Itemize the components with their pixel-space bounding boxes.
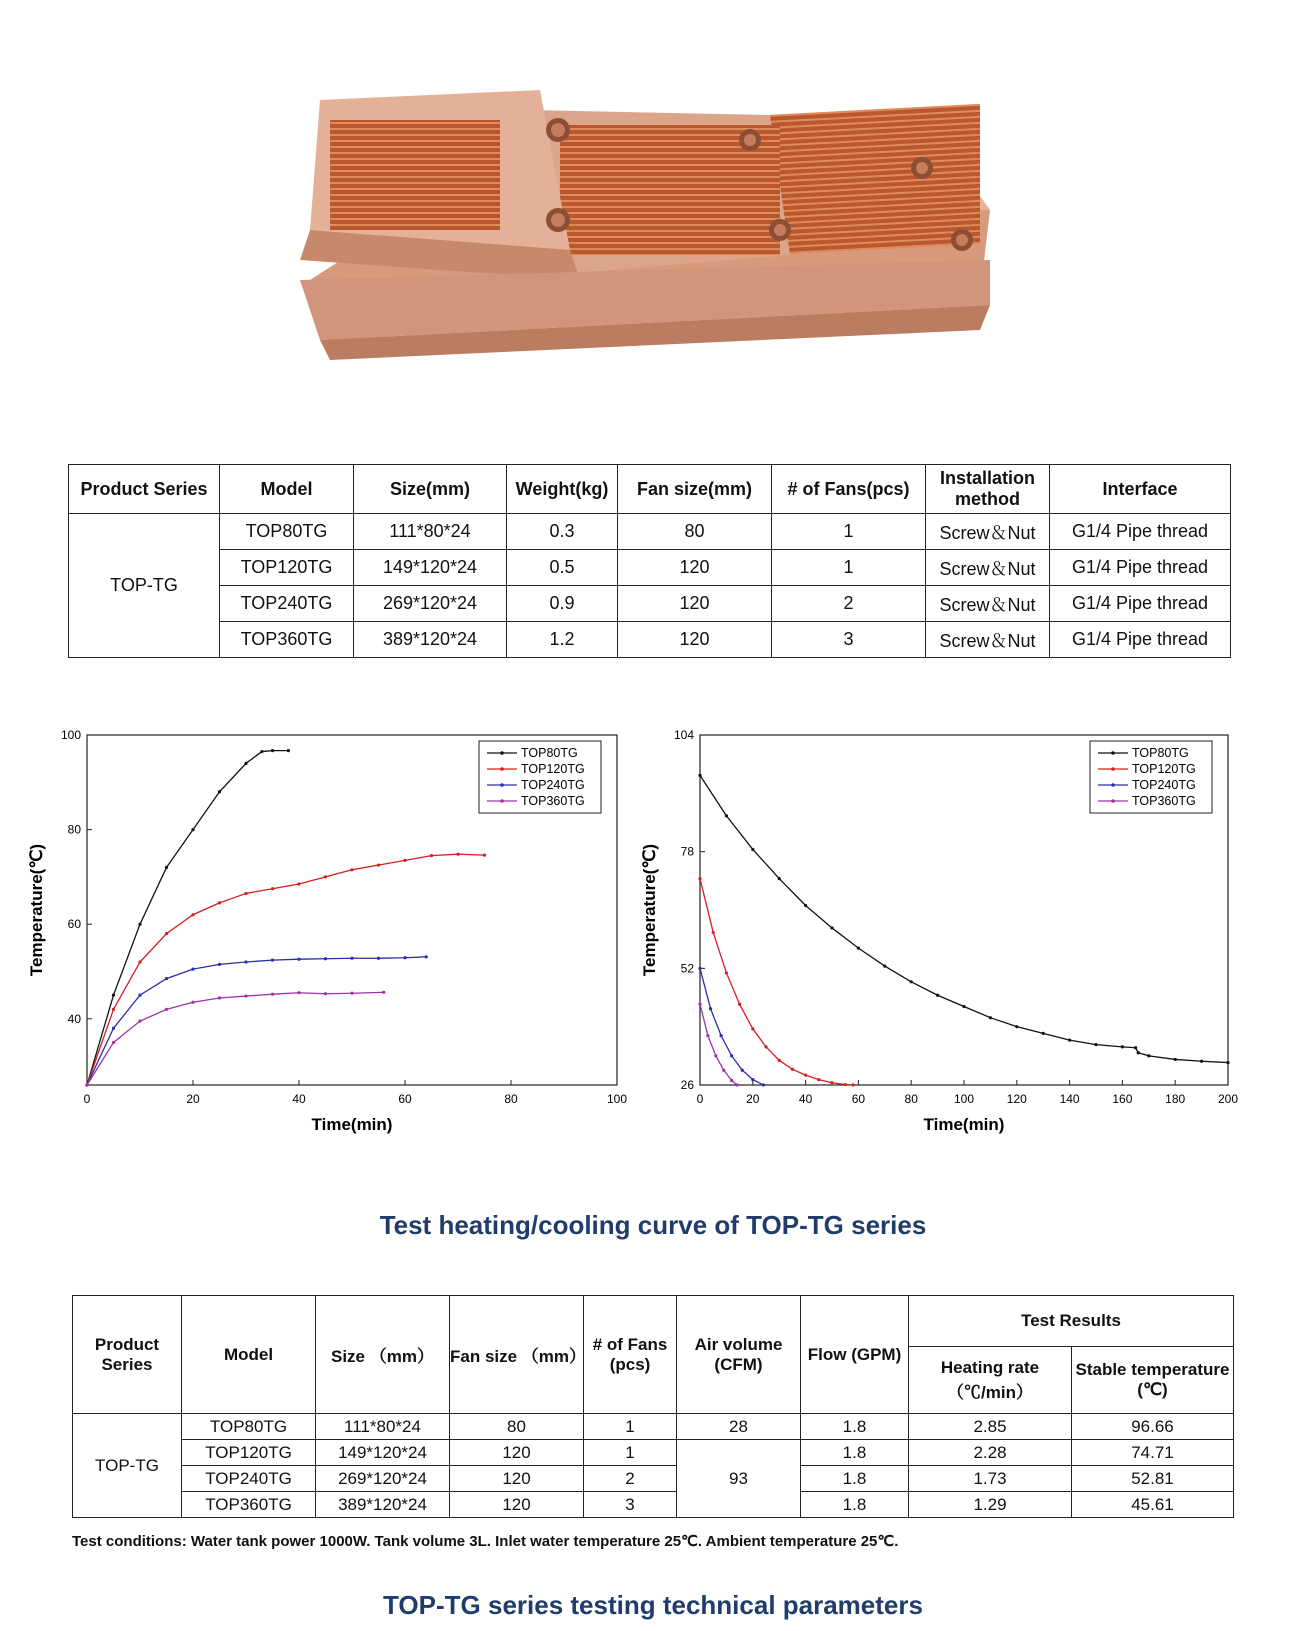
data-point [910,980,913,983]
table-cell: 2.28 [909,1440,1072,1466]
data-point [791,1068,794,1071]
header-cell: Model [182,1296,316,1414]
table-cell: TOP80TG [182,1414,316,1440]
test-header-row [73,1296,1234,1347]
data-point [403,859,406,862]
data-point [377,863,380,866]
table-cell: 1.2 [507,622,618,658]
data-point [1094,1043,1097,1046]
header-cell: Stable temperature (℃) [1072,1347,1234,1414]
y-tick-label: 26 [680,1078,694,1092]
data-point [936,994,939,997]
table-cell: 111*80*24 [354,514,507,550]
legend-label: TOP360TG [1132,794,1196,808]
legend-marker [1111,751,1115,755]
table-cell: 1.8 [801,1466,909,1492]
data-point [844,1083,847,1086]
data-point [1134,1046,1137,1049]
data-point [989,1016,992,1019]
header-cell: Air volume (CFM) [677,1296,801,1414]
data-point [112,994,115,997]
table-cell: TOP240TG [220,586,354,622]
data-point [377,957,380,960]
table-cell: 111*80*24 [316,1414,450,1440]
header-cell: Fan size （mm） [450,1296,584,1414]
table-cell: Screw＆Nut [926,514,1050,550]
table-cell: 74.71 [1072,1440,1234,1466]
table-cell: TOP240TG [182,1466,316,1492]
data-point [218,996,221,999]
data-point [244,994,247,997]
data-point [1137,1051,1140,1054]
curves-caption: Test heating/cooling curve of TOP-TG series [379,1210,927,1240]
x-tick-label: 60 [851,1092,866,1106]
spec-table [68,464,1231,658]
test-table-body [73,1414,1234,1518]
params-caption: TOP-TG series testing technical parameters [383,1590,923,1620]
table-row [69,622,1231,658]
table-row [73,1414,1234,1440]
table-cell: 3 [772,622,926,658]
x-tick-label: 100 [953,1092,975,1106]
y-tick-label: 100 [60,728,81,742]
data-point [324,875,327,878]
table-cell: TOP360TG [182,1492,316,1518]
y-tick-label: 52 [680,961,694,976]
data-point [817,1078,820,1081]
data-point [350,957,353,960]
table-cell: 2.85 [909,1414,1072,1440]
legend-marker [1111,767,1115,771]
table-cell: 28 [677,1414,801,1440]
table-cell: G1/4 Pipe thread [1050,514,1231,550]
data-point [191,1001,194,1004]
x-tick-label: 0 [83,1092,91,1106]
data-point [1121,1045,1124,1048]
data-point [1042,1032,1045,1035]
table-cell: TOP120TG [220,550,354,586]
data-point [698,774,701,777]
data-point [112,1027,115,1030]
table-cell: 269*120*24 [354,586,507,622]
table-cell: 389*120*24 [354,622,507,658]
data-point [730,1079,733,1082]
data-point [271,993,274,996]
legend-marker [500,751,504,755]
y-tick-label: 104 [673,728,694,742]
data-point [382,991,385,994]
data-point [709,1007,712,1010]
test-results-table [72,1295,1234,1518]
table-cell: TOP80TG [220,514,354,550]
table-cell: 120 [618,550,772,586]
table-cell: 1.8 [801,1440,909,1466]
data-point [706,1034,709,1037]
data-point [430,854,433,857]
legend-marker [1111,799,1115,803]
header-cell: Product Series [73,1296,182,1414]
data-point [297,991,300,994]
table-cell: 269*120*24 [316,1466,450,1492]
data-point [244,892,247,895]
data-point [751,848,754,851]
data-point [698,1003,701,1006]
x-axis-label: Time(min) [311,1115,393,1134]
data-point [762,1083,765,1086]
data-point [1147,1054,1150,1057]
data-point [165,1008,168,1011]
data-point [712,931,715,934]
table-cell: 2 [584,1466,677,1492]
table-cell: G1/4 Pipe thread [1050,586,1231,622]
data-point [722,1069,725,1072]
data-point [725,971,728,974]
y-tick-label: 80 [67,822,81,837]
data-point [804,904,807,907]
data-point [403,956,406,959]
data-point [730,1054,733,1057]
x-tick-label: 0 [696,1092,704,1106]
table-cell: 149*120*24 [316,1440,450,1466]
table-cell: 149*120*24 [354,550,507,586]
x-tick-label: 40 [798,1092,813,1106]
legend-label: TOP240TG [521,778,585,792]
data-point [720,1034,723,1037]
data-point [698,967,701,970]
series-line-TOP120TG [87,854,485,1085]
table-cell: 45.61 [1072,1492,1234,1518]
data-point [738,1003,741,1006]
data-point [191,828,194,831]
table-cell: 96.66 [1072,1414,1234,1440]
data-point [112,1041,115,1044]
test-conditions-note: Test conditions: Water tank power 1000W. Tank volume 3L. Inlet water temperature 25℃. Ambient temperature 25℃. [72,1533,899,1550]
series-line-TOP360TG [700,1004,737,1085]
data-point [857,947,860,950]
data-point [350,992,353,995]
data-point [962,1005,965,1008]
radiator-product-photo [290,80,1025,360]
table-row [69,550,1231,586]
data-point [138,1020,141,1023]
y-tick-label: 60 [67,917,81,932]
header-cell: # of Fans (pcs) [584,1296,677,1414]
x-tick-label: 80 [504,1092,518,1106]
data-point [350,868,353,871]
data-point [297,958,300,961]
table-row [73,1440,1234,1466]
x-axis-label: Time(min) [923,1115,1005,1134]
header-cell: Fan size(mm) [618,465,772,514]
data-point [191,968,194,971]
header-cell: Size(mm) [354,465,507,514]
x-tick-label: 60 [398,1092,412,1106]
data-point [830,926,833,929]
legend-marker [500,783,504,787]
legend-label: TOP80TG [1132,746,1189,760]
table-cell: 0.5 [507,550,618,586]
header-cell: Installation method [926,465,1050,514]
data-point [778,877,781,880]
table-cell: 1.73 [909,1466,1072,1492]
x-tick-label: 200 [1217,1092,1239,1106]
x-tick-label: 180 [1165,1092,1186,1106]
data-point [1015,1025,1018,1028]
table-cell: 1.29 [909,1492,1072,1518]
table-cell: 0.3 [507,514,618,550]
data-point [714,1054,717,1057]
data-point [725,814,728,817]
data-point [218,901,221,904]
table-cell: TOP-TG [69,514,220,658]
data-point [751,1078,754,1081]
data-point [85,1083,88,1086]
table-cell: 120 [618,586,772,622]
data-point [165,866,168,869]
series-line-TOP80TG [700,775,1228,1062]
header-cell: Size （mm） [316,1296,450,1414]
table-cell: TOP-TG [73,1414,182,1518]
x-tick-label: 100 [606,1092,628,1106]
table-row [73,1466,1234,1492]
header-cell: Test Results [909,1296,1234,1347]
data-point [112,1008,115,1011]
table-cell: 0.9 [507,586,618,622]
table-cell: 1 [772,514,926,550]
y-tick-label: 40 [67,1011,81,1026]
series-line-TOP120TG [700,879,853,1085]
table-row [69,514,1231,550]
header-cell: Interface [1050,465,1231,514]
data-point [324,992,327,995]
data-point [456,853,459,856]
table-cell: 1 [584,1414,677,1440]
table-cell: 1 [772,550,926,586]
data-point [324,957,327,960]
legend-label: TOP120TG [1132,762,1196,776]
heating-curve-chart [20,725,660,1165]
table-cell: 120 [450,1466,584,1492]
data-point [191,913,194,916]
data-point [218,963,221,966]
table-row [73,1492,1234,1518]
y-axis-label: Temperature(℃) [27,843,46,977]
data-point [244,762,247,765]
x-tick-label: 120 [1006,1092,1027,1106]
data-point [165,977,168,980]
table-cell: 389*120*24 [316,1492,450,1518]
legend-marker [500,767,504,771]
data-point [852,1083,855,1086]
legend-marker [500,799,504,803]
cooling-curve-chart [640,725,1300,1165]
table-cell: 2 [772,586,926,622]
y-axis-label: Temperature(℃) [640,843,659,977]
header-cell: Flow (GPM) [801,1296,909,1414]
header-cell: Heating rate （℃/min） [909,1347,1072,1414]
table-cell: TOP360TG [220,622,354,658]
table-cell: Screw＆Nut [926,622,1050,658]
legend-label: TOP240TG [1132,778,1196,792]
data-point [271,749,274,752]
data-point [804,1074,807,1077]
table-cell: 120 [450,1440,584,1466]
x-tick-label: 140 [1059,1092,1080,1106]
x-tick-label: 40 [292,1092,306,1106]
table-cell: 80 [450,1414,584,1440]
data-point [138,923,141,926]
header-cell: # of Fans(pcs) [772,465,926,514]
legend-label: TOP360TG [521,794,585,808]
data-point [425,955,428,958]
table-cell: Screw＆Nut [926,550,1050,586]
spec-table-body [69,514,1231,658]
x-tick-label: 20 [746,1092,760,1106]
table-cell: 93 [677,1440,801,1518]
table-cell: 80 [618,514,772,550]
data-point [260,750,263,753]
legend-label: TOP80TG [521,746,578,760]
data-point [1226,1061,1229,1064]
x-tick-label: 20 [186,1092,200,1106]
table-cell: 120 [450,1492,584,1518]
data-point [138,960,141,963]
data-point [1174,1058,1177,1061]
data-point [483,854,486,857]
data-point [778,1059,781,1062]
table-cell: TOP120TG [182,1440,316,1466]
table-cell: Screw＆Nut [926,586,1050,622]
legend-label: TOP120TG [521,762,585,776]
data-point [297,882,300,885]
table-cell: 1.8 [801,1492,909,1518]
header-cell: Product Series [69,465,220,514]
data-point [751,1027,754,1030]
x-tick-label: 80 [904,1092,918,1106]
x-tick-label: 160 [1112,1092,1133,1106]
y-tick-label: 78 [680,844,694,859]
data-point [138,994,141,997]
data-point [764,1045,767,1048]
spec-header-row [69,465,1231,514]
table-cell: 52.81 [1072,1466,1234,1492]
data-point [271,959,274,962]
series-line-TOP240TG [87,957,426,1085]
data-point [1200,1060,1203,1063]
table-cell: 3 [584,1492,677,1518]
table-cell: 120 [618,622,772,658]
data-point [218,790,221,793]
data-point [1068,1039,1071,1042]
data-point [287,749,290,752]
header-cell: Weight(kg) [507,465,618,514]
data-point [271,887,274,890]
data-point [244,960,247,963]
data-point [698,877,701,880]
table-cell: G1/4 Pipe thread [1050,622,1231,658]
table-cell: 1.8 [801,1414,909,1440]
header-cell: Model [220,465,354,514]
data-point [741,1069,744,1072]
table-row [69,586,1231,622]
table-cell: G1/4 Pipe thread [1050,550,1231,586]
legend-marker [1111,783,1115,787]
table-cell: 1 [584,1440,677,1466]
data-point [883,964,886,967]
data-point [830,1081,833,1084]
data-point [165,932,168,935]
data-point [735,1083,738,1086]
